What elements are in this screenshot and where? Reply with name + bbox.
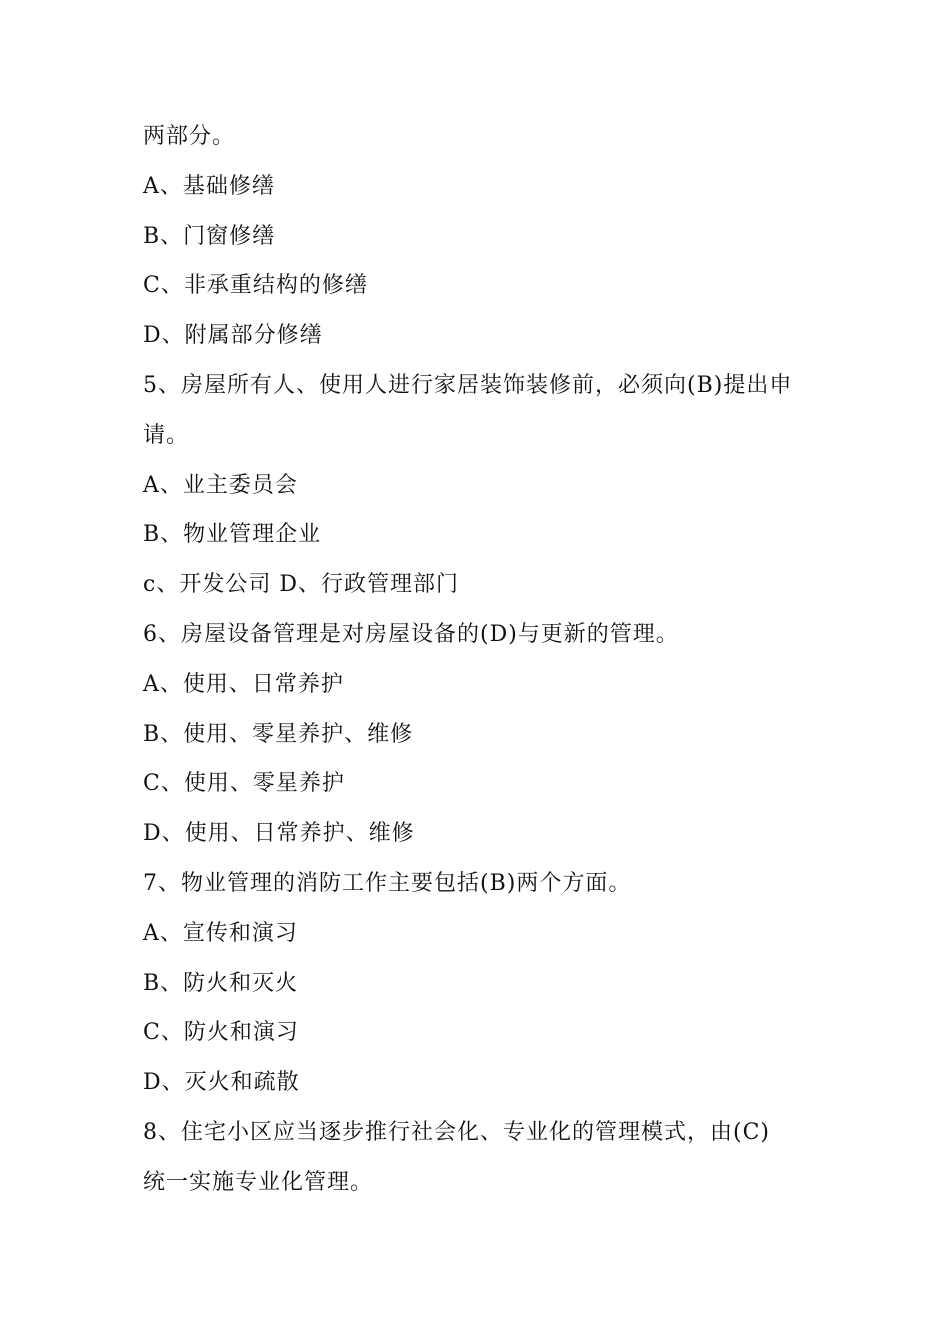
option-line: B、使用、零星养护、维修	[143, 721, 414, 747]
document-body	[143, 112, 823, 1208]
question-line: 8、住宅小区应当逐步推行社会化、专业化的管理模式，由(C)	[143, 1119, 770, 1145]
question-line: 7、物业管理的消防工作主要包括(B)两个方面。	[143, 870, 632, 896]
question-line: 5、房屋所有人、使用人进行家居装饰装修前，必须向(B)提出申	[143, 372, 793, 398]
option-line: A、使用、日常养护	[143, 671, 344, 697]
option-line: D、使用、日常养护、维修	[143, 821, 415, 847]
option-line: C、非承重结构的修缮	[143, 273, 368, 299]
option-line: D、附属部分修缮	[143, 323, 323, 349]
question-line: 6、房屋设备管理是对房屋设备的(D)与更新的管理。	[143, 621, 679, 647]
option-line: A、宣传和演习	[143, 920, 298, 946]
text-line: 统一实施专业化管理。	[143, 1169, 374, 1195]
option-line: D、灭火和疏散	[143, 1070, 300, 1096]
option-line: C、防火和演习	[143, 1020, 299, 1046]
option-line: A、业主委员会	[143, 472, 298, 498]
option-line: A、基础修缮	[143, 173, 275, 199]
option-line: C、使用、零星养护	[143, 771, 345, 797]
option-line: B、防火和灭火	[143, 970, 299, 996]
option-line: B、物业管理企业	[143, 522, 322, 548]
option-line: c、开发公司 D、行政管理部门	[143, 572, 459, 598]
text-line: 请。	[143, 422, 190, 448]
option-line: B、门窗修缮	[143, 223, 276, 249]
text-line: 两部分。	[143, 124, 236, 149]
